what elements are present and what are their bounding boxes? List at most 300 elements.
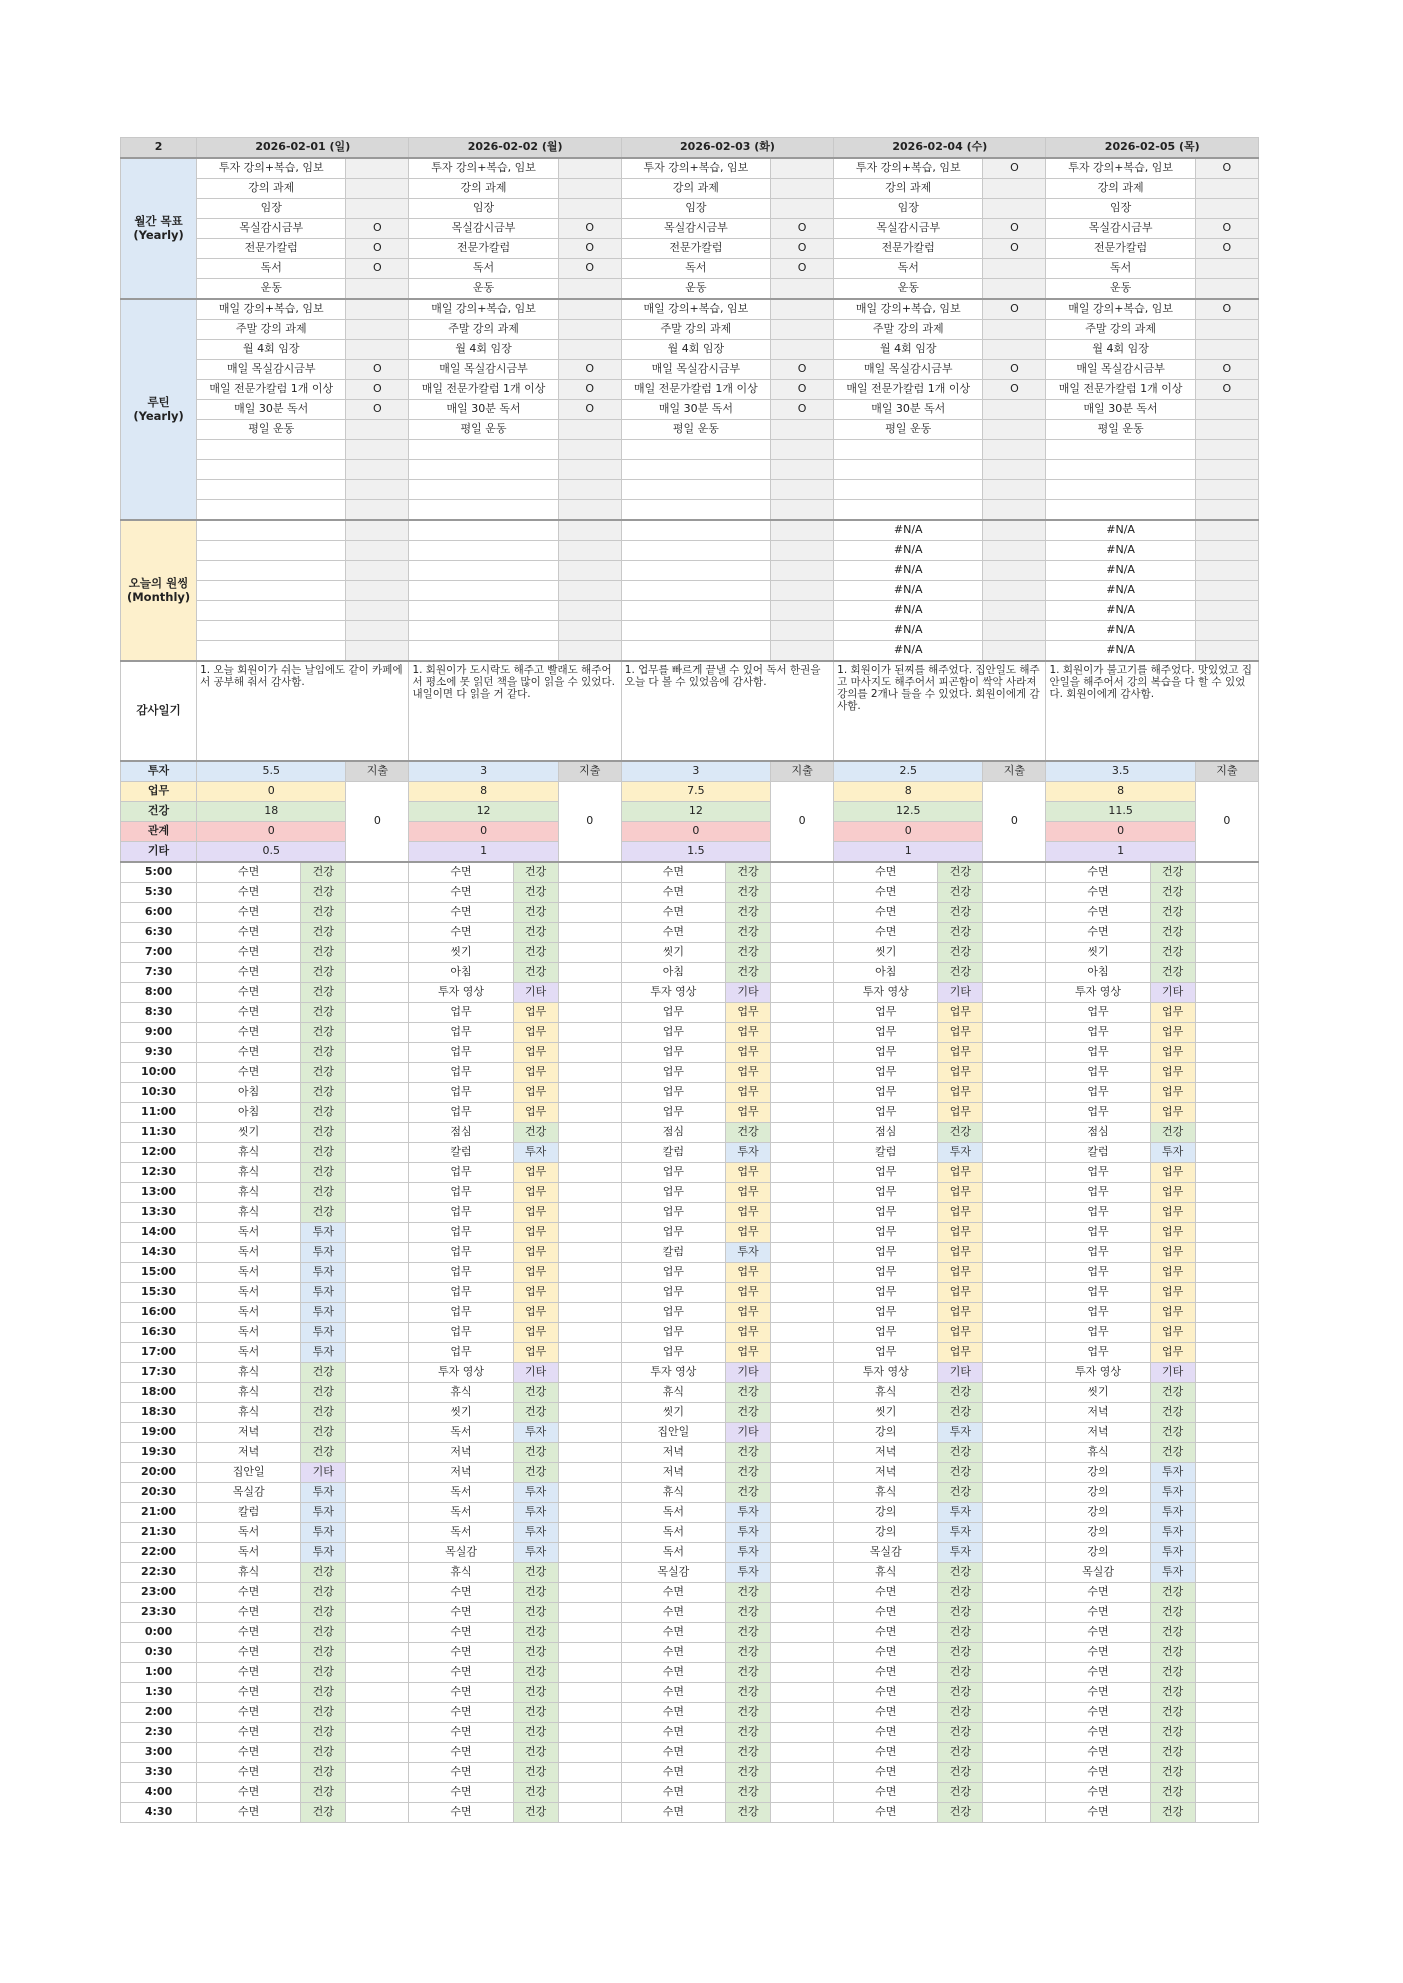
- schedule-note[interactable]: [771, 1283, 834, 1303]
- schedule-note[interactable]: [1195, 1623, 1258, 1643]
- goal-check[interactable]: O: [346, 380, 409, 400]
- schedule-note[interactable]: [346, 1423, 409, 1443]
- schedule-note[interactable]: [346, 1403, 409, 1423]
- activity-cell[interactable]: 목실감: [621, 1563, 725, 1583]
- schedule-note[interactable]: [558, 983, 621, 1003]
- activity-cell[interactable]: 강의: [834, 1423, 938, 1443]
- schedule-note[interactable]: [1195, 1083, 1258, 1103]
- activity-cell[interactable]: 수면: [1046, 1643, 1150, 1663]
- activity-cell[interactable]: 아침: [1046, 963, 1150, 983]
- schedule-note[interactable]: [346, 1123, 409, 1143]
- activity-cell[interactable]: 수면: [197, 1783, 301, 1803]
- goal-check[interactable]: [1195, 199, 1258, 219]
- activity-cell[interactable]: 아침: [197, 1083, 301, 1103]
- schedule-note[interactable]: [771, 1083, 834, 1103]
- activity-cell[interactable]: 수면: [197, 1683, 301, 1703]
- schedule-note[interactable]: [1195, 1663, 1258, 1683]
- schedule-note[interactable]: [346, 1303, 409, 1323]
- schedule-note[interactable]: [346, 1363, 409, 1383]
- goal-check[interactable]: [558, 299, 621, 320]
- activity-cell[interactable]: 수면: [197, 1023, 301, 1043]
- activity-cell[interactable]: 수면: [834, 1703, 938, 1723]
- schedule-note[interactable]: [346, 1523, 409, 1543]
- schedule-note[interactable]: [771, 1023, 834, 1043]
- schedule-note[interactable]: [983, 1123, 1046, 1143]
- activity-cell[interactable]: 수면: [834, 1583, 938, 1603]
- activity-cell[interactable]: 수면: [197, 1583, 301, 1603]
- schedule-note[interactable]: [771, 1743, 834, 1763]
- activity-cell[interactable]: 업무: [834, 1103, 938, 1123]
- goal-check[interactable]: O: [558, 400, 621, 420]
- schedule-note[interactable]: [771, 1483, 834, 1503]
- activity-cell[interactable]: 수면: [197, 1663, 301, 1683]
- activity-cell[interactable]: 수면: [197, 1743, 301, 1763]
- schedule-note[interactable]: [558, 1683, 621, 1703]
- schedule-note[interactable]: [771, 1803, 834, 1823]
- activity-cell[interactable]: 독서: [197, 1343, 301, 1363]
- goal-check[interactable]: [771, 199, 834, 219]
- goal-check[interactable]: [558, 320, 621, 340]
- schedule-note[interactable]: [983, 1503, 1046, 1523]
- activity-cell[interactable]: 업무: [409, 1083, 513, 1103]
- schedule-note[interactable]: [771, 1043, 834, 1063]
- activity-cell[interactable]: 독서: [197, 1523, 301, 1543]
- wish-check[interactable]: [346, 621, 409, 641]
- activity-cell[interactable]: 저녁: [197, 1443, 301, 1463]
- activity-cell[interactable]: 업무: [1046, 1303, 1150, 1323]
- schedule-note[interactable]: [558, 862, 621, 883]
- schedule-note[interactable]: [558, 1263, 621, 1283]
- activity-cell[interactable]: 업무: [834, 1343, 938, 1363]
- activity-cell[interactable]: 투자 영상: [621, 1363, 725, 1383]
- schedule-note[interactable]: [558, 1383, 621, 1403]
- schedule-note[interactable]: [346, 1223, 409, 1243]
- activity-cell[interactable]: 씻기: [834, 1403, 938, 1423]
- schedule-note[interactable]: [1195, 1023, 1258, 1043]
- schedule-note[interactable]: [771, 1103, 834, 1123]
- goal-check[interactable]: [346, 199, 409, 219]
- goal-check[interactable]: [983, 279, 1046, 300]
- schedule-note[interactable]: [983, 1143, 1046, 1163]
- schedule-note[interactable]: [771, 1703, 834, 1723]
- activity-cell[interactable]: 수면: [409, 1583, 513, 1603]
- wish-check[interactable]: [771, 641, 834, 662]
- activity-cell[interactable]: 집안일: [197, 1463, 301, 1483]
- activity-cell[interactable]: 업무: [621, 1103, 725, 1123]
- schedule-note[interactable]: [558, 1103, 621, 1123]
- wish-check[interactable]: [558, 581, 621, 601]
- schedule-note[interactable]: [558, 1423, 621, 1443]
- schedule-note[interactable]: [1195, 1603, 1258, 1623]
- activity-cell[interactable]: 강의: [834, 1523, 938, 1543]
- wish-check[interactable]: [983, 581, 1046, 601]
- activity-cell[interactable]: 휴식: [621, 1483, 725, 1503]
- schedule-note[interactable]: [346, 1783, 409, 1803]
- goal-check[interactable]: [771, 279, 834, 300]
- schedule-note[interactable]: [346, 1343, 409, 1363]
- goal-check[interactable]: [558, 179, 621, 199]
- activity-cell[interactable]: 휴식: [197, 1143, 301, 1163]
- schedule-note[interactable]: [983, 1783, 1046, 1803]
- activity-cell[interactable]: 수면: [197, 923, 301, 943]
- wish-check[interactable]: [346, 561, 409, 581]
- activity-cell[interactable]: 씻기: [621, 1403, 725, 1423]
- activity-cell[interactable]: 독서: [197, 1323, 301, 1343]
- activity-cell[interactable]: 수면: [197, 903, 301, 923]
- schedule-note[interactable]: [1195, 1343, 1258, 1363]
- schedule-note[interactable]: [1195, 1723, 1258, 1743]
- schedule-note[interactable]: [346, 1323, 409, 1343]
- activity-cell[interactable]: 수면: [197, 963, 301, 983]
- activity-cell[interactable]: 투자 영상: [409, 983, 513, 1003]
- activity-cell[interactable]: 수면: [409, 1643, 513, 1663]
- schedule-note[interactable]: [346, 1683, 409, 1703]
- schedule-note[interactable]: [1195, 1303, 1258, 1323]
- schedule-note[interactable]: [558, 1703, 621, 1723]
- goal-check[interactable]: [1195, 500, 1258, 521]
- activity-cell[interactable]: 수면: [1046, 903, 1150, 923]
- activity-cell[interactable]: 수면: [621, 903, 725, 923]
- schedule-note[interactable]: [983, 943, 1046, 963]
- activity-cell[interactable]: 수면: [409, 1783, 513, 1803]
- schedule-note[interactable]: [558, 1463, 621, 1483]
- schedule-note[interactable]: [983, 1763, 1046, 1783]
- schedule-note[interactable]: [983, 1643, 1046, 1663]
- schedule-note[interactable]: [1195, 1703, 1258, 1723]
- activity-cell[interactable]: 수면: [197, 1063, 301, 1083]
- schedule-note[interactable]: [983, 1243, 1046, 1263]
- schedule-note[interactable]: [1195, 1263, 1258, 1283]
- activity-cell[interactable]: 목실감: [197, 1483, 301, 1503]
- schedule-note[interactable]: [983, 883, 1046, 903]
- schedule-note[interactable]: [771, 1763, 834, 1783]
- goal-check[interactable]: [1195, 440, 1258, 460]
- goal-check[interactable]: O: [771, 400, 834, 420]
- activity-cell[interactable]: 업무: [409, 1203, 513, 1223]
- activity-cell[interactable]: 휴식: [197, 1363, 301, 1383]
- schedule-note[interactable]: [1195, 1063, 1258, 1083]
- activity-cell[interactable]: 아침: [834, 963, 938, 983]
- activity-cell[interactable]: 수면: [1046, 1683, 1150, 1703]
- gratitude-entry[interactable]: 1. 오늘 회원이가 쉬는 날임에도 같이 카페에서 공부해 줘서 감사함.: [197, 661, 409, 761]
- goal-check[interactable]: [1195, 420, 1258, 440]
- goal-check[interactable]: O: [983, 299, 1046, 320]
- goal-check[interactable]: [983, 179, 1046, 199]
- schedule-note[interactable]: [346, 1083, 409, 1103]
- activity-cell[interactable]: 저녁: [834, 1463, 938, 1483]
- goal-check[interactable]: [558, 460, 621, 480]
- wish-check[interactable]: [983, 641, 1046, 662]
- schedule-note[interactable]: [1195, 1763, 1258, 1783]
- activity-cell[interactable]: 수면: [1046, 1763, 1150, 1783]
- goal-check[interactable]: O: [346, 219, 409, 239]
- schedule-note[interactable]: [1195, 1523, 1258, 1543]
- activity-cell[interactable]: 업무: [409, 1103, 513, 1123]
- activity-cell[interactable]: 수면: [834, 1743, 938, 1763]
- activity-cell[interactable]: 업무: [834, 1283, 938, 1303]
- goal-check[interactable]: O: [983, 239, 1046, 259]
- activity-cell[interactable]: 수면: [1046, 1663, 1150, 1683]
- schedule-note[interactable]: [983, 923, 1046, 943]
- schedule-note[interactable]: [771, 1323, 834, 1343]
- activity-cell[interactable]: 투자 영상: [621, 983, 725, 1003]
- schedule-note[interactable]: [771, 1563, 834, 1583]
- activity-cell[interactable]: 업무: [621, 1303, 725, 1323]
- activity-cell[interactable]: 수면: [197, 943, 301, 963]
- activity-cell[interactable]: 수면: [197, 1723, 301, 1743]
- schedule-note[interactable]: [983, 903, 1046, 923]
- activity-cell[interactable]: 수면: [409, 903, 513, 923]
- activity-cell[interactable]: 업무: [621, 1163, 725, 1183]
- activity-cell[interactable]: 수면: [834, 903, 938, 923]
- activity-cell[interactable]: 독서: [197, 1223, 301, 1243]
- goal-check[interactable]: O: [1195, 380, 1258, 400]
- activity-cell[interactable]: 수면: [409, 1803, 513, 1823]
- schedule-note[interactable]: [1195, 1183, 1258, 1203]
- activity-cell[interactable]: 수면: [409, 883, 513, 903]
- schedule-note[interactable]: [558, 1063, 621, 1083]
- wish-check[interactable]: [1195, 641, 1258, 662]
- activity-cell[interactable]: 씻기: [1046, 943, 1150, 963]
- goal-check[interactable]: [558, 340, 621, 360]
- schedule-note[interactable]: [983, 1043, 1046, 1063]
- goal-check[interactable]: O: [346, 259, 409, 279]
- goal-check[interactable]: [771, 340, 834, 360]
- schedule-note[interactable]: [346, 1763, 409, 1783]
- schedule-note[interactable]: [1195, 1363, 1258, 1383]
- schedule-note[interactable]: [771, 1123, 834, 1143]
- schedule-note[interactable]: [558, 1623, 621, 1643]
- schedule-note[interactable]: [771, 1163, 834, 1183]
- expense-value[interactable]: 0: [1195, 782, 1258, 863]
- activity-cell[interactable]: 수면: [409, 862, 513, 883]
- activity-cell[interactable]: 수면: [409, 1703, 513, 1723]
- schedule-note[interactable]: [558, 1343, 621, 1363]
- goal-check[interactable]: [771, 320, 834, 340]
- activity-cell[interactable]: 칼럼: [197, 1503, 301, 1523]
- activity-cell[interactable]: 휴식: [197, 1403, 301, 1423]
- schedule-note[interactable]: [771, 1383, 834, 1403]
- schedule-note[interactable]: [558, 1003, 621, 1023]
- schedule-note[interactable]: [1195, 1583, 1258, 1603]
- activity-cell[interactable]: 수면: [621, 1623, 725, 1643]
- schedule-note[interactable]: [558, 963, 621, 983]
- activity-cell[interactable]: 업무: [834, 1043, 938, 1063]
- schedule-note[interactable]: [1195, 1043, 1258, 1063]
- schedule-note[interactable]: [1195, 943, 1258, 963]
- schedule-note[interactable]: [346, 963, 409, 983]
- activity-cell[interactable]: 수면: [621, 1743, 725, 1763]
- goal-check[interactable]: O: [771, 219, 834, 239]
- activity-cell[interactable]: 수면: [621, 1683, 725, 1703]
- schedule-note[interactable]: [1195, 1383, 1258, 1403]
- activity-cell[interactable]: 수면: [409, 1683, 513, 1703]
- schedule-note[interactable]: [983, 1003, 1046, 1023]
- activity-cell[interactable]: 수면: [1046, 1743, 1150, 1763]
- activity-cell[interactable]: 강의: [1046, 1523, 1150, 1543]
- activity-cell[interactable]: 업무: [834, 1023, 938, 1043]
- activity-cell[interactable]: 수면: [621, 1763, 725, 1783]
- goal-check[interactable]: [346, 440, 409, 460]
- activity-cell[interactable]: 업무: [621, 1083, 725, 1103]
- activity-cell[interactable]: 수면: [1046, 862, 1150, 883]
- activity-cell[interactable]: 수면: [197, 1643, 301, 1663]
- goal-check[interactable]: [1195, 279, 1258, 300]
- schedule-note[interactable]: [1195, 963, 1258, 983]
- schedule-note[interactable]: [983, 963, 1046, 983]
- activity-cell[interactable]: 저녁: [1046, 1423, 1150, 1443]
- activity-cell[interactable]: 업무: [1046, 1243, 1150, 1263]
- activity-cell[interactable]: 업무: [834, 1003, 938, 1023]
- activity-cell[interactable]: 씻기: [1046, 1383, 1150, 1403]
- schedule-note[interactable]: [771, 1403, 834, 1423]
- goal-check[interactable]: [346, 179, 409, 199]
- goal-check[interactable]: [771, 460, 834, 480]
- wish-check[interactable]: [346, 601, 409, 621]
- activity-cell[interactable]: 업무: [1046, 1083, 1150, 1103]
- schedule-note[interactable]: [983, 1303, 1046, 1323]
- activity-cell[interactable]: 수면: [834, 1643, 938, 1663]
- activity-cell[interactable]: 업무: [1046, 1043, 1150, 1063]
- activity-cell[interactable]: 목실감: [834, 1543, 938, 1563]
- schedule-note[interactable]: [983, 1403, 1046, 1423]
- activity-cell[interactable]: 수면: [834, 1763, 938, 1783]
- activity-cell[interactable]: 수면: [197, 1003, 301, 1023]
- goal-check[interactable]: [983, 340, 1046, 360]
- schedule-note[interactable]: [983, 1363, 1046, 1383]
- activity-cell[interactable]: 칼럼: [409, 1143, 513, 1163]
- schedule-note[interactable]: [771, 923, 834, 943]
- schedule-note[interactable]: [1195, 1543, 1258, 1563]
- schedule-note[interactable]: [1195, 903, 1258, 923]
- activity-cell[interactable]: 수면: [197, 983, 301, 1003]
- activity-cell[interactable]: 업무: [621, 1263, 725, 1283]
- schedule-note[interactable]: [771, 1603, 834, 1623]
- activity-cell[interactable]: 수면: [621, 1603, 725, 1623]
- goal-check[interactable]: O: [1195, 299, 1258, 320]
- wish-check[interactable]: [771, 520, 834, 541]
- activity-cell[interactable]: 목실감: [1046, 1563, 1150, 1583]
- activity-cell[interactable]: 독서: [197, 1263, 301, 1283]
- goal-check[interactable]: [983, 320, 1046, 340]
- gratitude-entry[interactable]: 1. 회원이가 된찌를 해주었다. 집안일도 해주고 마사지도 해주어서 피곤함이 싹악 사라져 강의를 2개나 들을 수 있었다. 회원이에게 감사함.: [834, 661, 1046, 761]
- goal-check[interactable]: [771, 420, 834, 440]
- goal-check[interactable]: [983, 500, 1046, 521]
- schedule-note[interactable]: [983, 1223, 1046, 1243]
- activity-cell[interactable]: 수면: [621, 862, 725, 883]
- schedule-note[interactable]: [771, 1343, 834, 1363]
- goal-check[interactable]: O: [1195, 158, 1258, 179]
- schedule-note[interactable]: [1195, 1443, 1258, 1463]
- schedule-note[interactable]: [771, 1543, 834, 1563]
- activity-cell[interactable]: 칼럼: [834, 1143, 938, 1163]
- schedule-note[interactable]: [771, 1203, 834, 1223]
- schedule-note[interactable]: [346, 1103, 409, 1123]
- goal-check[interactable]: [558, 500, 621, 521]
- schedule-note[interactable]: [983, 1203, 1046, 1223]
- schedule-note[interactable]: [346, 1463, 409, 1483]
- activity-cell[interactable]: 업무: [1046, 1103, 1150, 1123]
- schedule-note[interactable]: [983, 1703, 1046, 1723]
- schedule-note[interactable]: [346, 883, 409, 903]
- schedule-note[interactable]: [558, 943, 621, 963]
- schedule-note[interactable]: [558, 1243, 621, 1263]
- schedule-note[interactable]: [558, 1323, 621, 1343]
- activity-cell[interactable]: 수면: [834, 862, 938, 883]
- activity-cell[interactable]: 업무: [621, 1003, 725, 1023]
- schedule-note[interactable]: [558, 1543, 621, 1563]
- schedule-note[interactable]: [983, 1263, 1046, 1283]
- activity-cell[interactable]: 업무: [409, 1023, 513, 1043]
- schedule-note[interactable]: [771, 1443, 834, 1463]
- goal-check[interactable]: [1195, 480, 1258, 500]
- wish-check[interactable]: [558, 520, 621, 541]
- goal-check[interactable]: [1195, 179, 1258, 199]
- schedule-note[interactable]: [983, 1343, 1046, 1363]
- schedule-note[interactable]: [346, 1483, 409, 1503]
- schedule-note[interactable]: [983, 1683, 1046, 1703]
- activity-cell[interactable]: 업무: [834, 1263, 938, 1283]
- goal-check[interactable]: O: [771, 239, 834, 259]
- activity-cell[interactable]: 업무: [1046, 1163, 1150, 1183]
- expense-value[interactable]: 0: [983, 782, 1046, 863]
- goal-check[interactable]: [1195, 320, 1258, 340]
- activity-cell[interactable]: 휴식: [197, 1183, 301, 1203]
- schedule-note[interactable]: [346, 1283, 409, 1303]
- goal-check[interactable]: [346, 299, 409, 320]
- activity-cell[interactable]: 수면: [409, 1663, 513, 1683]
- schedule-note[interactable]: [346, 1743, 409, 1763]
- schedule-note[interactable]: [558, 1023, 621, 1043]
- goal-check[interactable]: [983, 420, 1046, 440]
- goal-check[interactable]: O: [771, 380, 834, 400]
- goal-check[interactable]: O: [346, 400, 409, 420]
- schedule-note[interactable]: [346, 983, 409, 1003]
- schedule-note[interactable]: [558, 883, 621, 903]
- schedule-note[interactable]: [1195, 1163, 1258, 1183]
- schedule-note[interactable]: [558, 1523, 621, 1543]
- activity-cell[interactable]: 수면: [621, 1783, 725, 1803]
- schedule-note[interactable]: [558, 1723, 621, 1743]
- activity-cell[interactable]: 수면: [621, 1723, 725, 1743]
- schedule-note[interactable]: [1195, 1103, 1258, 1123]
- activity-cell[interactable]: 업무: [621, 1203, 725, 1223]
- activity-cell[interactable]: 업무: [1046, 1023, 1150, 1043]
- activity-cell[interactable]: 수면: [621, 883, 725, 903]
- schedule-note[interactable]: [558, 1583, 621, 1603]
- schedule-note[interactable]: [771, 862, 834, 883]
- schedule-note[interactable]: [771, 1723, 834, 1743]
- activity-cell[interactable]: 업무: [621, 1223, 725, 1243]
- goal-check[interactable]: [1195, 460, 1258, 480]
- goal-check[interactable]: O: [346, 360, 409, 380]
- schedule-note[interactable]: [346, 943, 409, 963]
- goal-check[interactable]: O: [558, 360, 621, 380]
- wish-check[interactable]: [1195, 581, 1258, 601]
- wish-check[interactable]: [346, 641, 409, 662]
- schedule-note[interactable]: [983, 1063, 1046, 1083]
- schedule-note[interactable]: [1195, 1003, 1258, 1023]
- activity-cell[interactable]: 투자 영상: [1046, 983, 1150, 1003]
- schedule-note[interactable]: [346, 862, 409, 883]
- activity-cell[interactable]: 업무: [409, 1003, 513, 1023]
- schedule-note[interactable]: [558, 1443, 621, 1463]
- goal-check[interactable]: [771, 500, 834, 521]
- schedule-note[interactable]: [771, 1783, 834, 1803]
- activity-cell[interactable]: 수면: [834, 1683, 938, 1703]
- activity-cell[interactable]: 업무: [834, 1203, 938, 1223]
- schedule-note[interactable]: [983, 1103, 1046, 1123]
